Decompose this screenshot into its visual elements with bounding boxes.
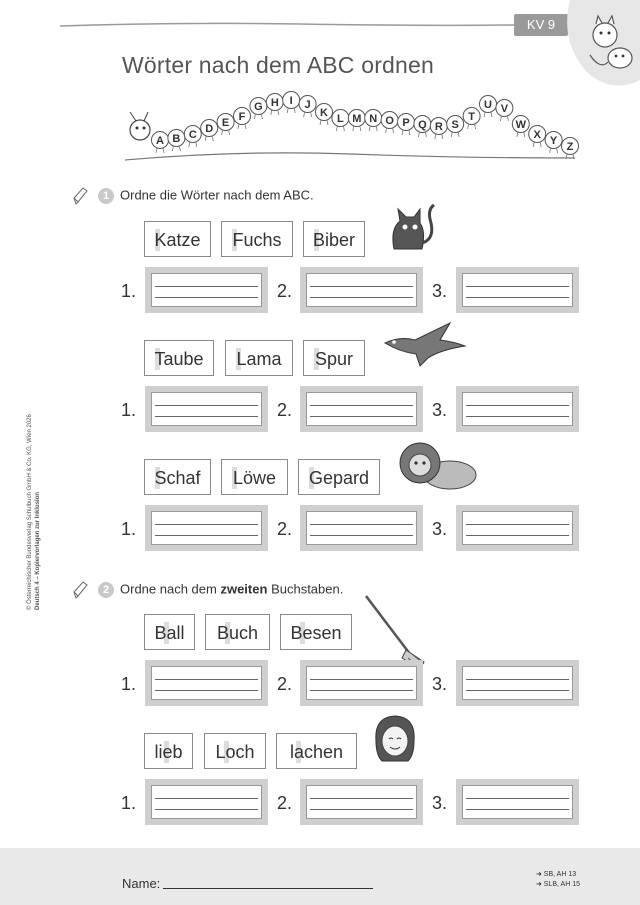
answer-field[interactable]: [300, 386, 423, 432]
writing-line: [155, 524, 258, 525]
alphabet-letter: X: [533, 129, 541, 141]
word-text: Besen: [290, 623, 342, 643]
alphabet-letter: K: [320, 107, 328, 119]
answer-number: 3.: [432, 400, 448, 420]
copyright-text: © Österreichischer Bundesverlag Schulbuch GmbH & Co. KG, Wien 2026: [27, 414, 33, 610]
writing-line: [466, 535, 569, 536]
name-input-line[interactable]: [163, 888, 373, 889]
writing-line: [466, 690, 569, 691]
girl-face-icon: [370, 711, 420, 771]
answer-number: 1.: [121, 674, 137, 694]
reference-sb: ➜ SB, AH 13: [536, 871, 577, 878]
task2-instruction-start: Ordne nach dem: [120, 581, 217, 597]
writing-line: [466, 798, 569, 799]
word-text: Loch: [215, 742, 255, 762]
writing-line: [310, 798, 413, 799]
word-card[interactable]: [205, 614, 270, 650]
task1-number: 1: [98, 188, 114, 204]
answer-writing-lines[interactable]: [462, 392, 573, 426]
alphabet-letter: I: [289, 95, 293, 107]
corner-cat-dog-icon: [560, 0, 640, 95]
answer-field[interactable]: [456, 505, 579, 551]
answer-number: 2.: [277, 674, 293, 694]
pencil-icon: [72, 186, 90, 206]
word-text: Buch: [216, 623, 259, 643]
alphabet-letter: S: [451, 119, 459, 131]
answer-number: 2.: [277, 793, 293, 813]
word-card[interactable]: [303, 221, 365, 257]
writing-line: [466, 524, 569, 525]
alphabet-letter: P: [402, 117, 410, 129]
name-label: Name:: [122, 876, 161, 891]
writing-line: [466, 286, 569, 287]
answer-number: 2.: [277, 400, 293, 420]
answer-field[interactable]: [300, 267, 423, 313]
answer-writing-lines[interactable]: [306, 273, 417, 307]
answer-writing-lines[interactable]: [151, 392, 262, 426]
writing-line: [155, 286, 258, 287]
page-title: Wörter nach dem ABC ordnen: [122, 52, 435, 78]
writing-line: [155, 297, 258, 298]
reference-slb: ➜ SLB, AH 15: [536, 881, 580, 888]
writing-line: [155, 405, 258, 406]
alphabet-letter: T: [468, 111, 475, 123]
word-card[interactable]: [144, 733, 193, 769]
word-text: Taube: [154, 349, 204, 369]
alphabet-letter: O: [385, 115, 394, 127]
word-card[interactable]: [298, 459, 380, 495]
answer-field[interactable]: [456, 267, 579, 313]
word-card[interactable]: [303, 340, 365, 376]
answer-writing-lines[interactable]: [462, 785, 573, 819]
word-card[interactable]: [280, 614, 352, 650]
answer-field[interactable]: [145, 386, 268, 432]
answer-field[interactable]: [145, 779, 268, 825]
alphabet-letter: G: [254, 101, 263, 113]
word-text: lachen: [289, 742, 344, 762]
answer-number: 3.: [432, 519, 448, 539]
writing-line: [310, 690, 413, 691]
answer-writing-lines[interactable]: [306, 785, 417, 819]
cat-icon: [380, 199, 440, 259]
writing-line: [310, 286, 413, 287]
answer-number: 1.: [121, 400, 137, 420]
answer-field[interactable]: [145, 660, 268, 706]
writing-line: [310, 524, 413, 525]
writing-line: [310, 297, 413, 298]
word-text: Fuchs: [232, 230, 282, 250]
alphabet-letter: A: [156, 135, 164, 147]
writing-line: [310, 809, 413, 810]
task1-header: [72, 186, 314, 206]
answer-writing-lines[interactable]: [462, 273, 573, 307]
answer-number: 2.: [277, 519, 293, 539]
answer-number: 3.: [432, 281, 448, 301]
answer-number: 3.: [432, 674, 448, 694]
writing-line: [155, 690, 258, 691]
alphabet-letter: M: [352, 113, 362, 125]
alphabet-letter: Z: [566, 141, 574, 153]
word-text: Schaf: [154, 468, 201, 488]
writing-line: [155, 535, 258, 536]
word-card[interactable]: [144, 221, 211, 257]
answer-writing-lines[interactable]: [306, 392, 417, 426]
task1-instruction: Ordne die Wörter nach dem ABC.: [120, 187, 314, 203]
answer-writing-lines[interactable]: [151, 666, 262, 700]
answer-number: 1.: [121, 281, 137, 301]
task2-instruction-bold: zweiten: [220, 581, 268, 597]
answer-writing-lines[interactable]: [151, 785, 262, 819]
word-text: Ball: [154, 623, 185, 643]
writing-line: [310, 416, 413, 417]
bird-icon: [380, 318, 470, 373]
writing-line: [466, 405, 569, 406]
writing-line: [155, 798, 258, 799]
answer-field[interactable]: [300, 779, 423, 825]
alphabet-letter: W: [515, 119, 526, 131]
answer-writing-lines[interactable]: [151, 511, 262, 545]
writing-line: [155, 679, 258, 680]
word-card[interactable]: [144, 614, 195, 650]
word-text: Biber: [312, 230, 356, 250]
writing-line: [310, 405, 413, 406]
alphabet-letter: E: [221, 117, 230, 129]
alphabet-letter: N: [369, 113, 378, 125]
answer-writing-lines[interactable]: [462, 511, 573, 545]
writing-line: [155, 809, 258, 810]
answer-number: 3.: [432, 793, 448, 813]
word-text: Spur: [314, 349, 354, 369]
word-text: lieb: [154, 742, 183, 762]
word-card[interactable]: [221, 221, 293, 257]
task2-number: 2: [98, 582, 114, 598]
answer-field[interactable]: [145, 267, 268, 313]
writing-line: [466, 679, 569, 680]
task2-header: [72, 580, 343, 600]
answer-field[interactable]: [456, 779, 579, 825]
alphabet-letter: L: [337, 113, 344, 125]
alphabet-letter: J: [304, 99, 311, 111]
answer-field[interactable]: [456, 386, 579, 432]
answer-writing-lines[interactable]: [306, 666, 417, 700]
word-card[interactable]: [144, 340, 214, 376]
caterpillar-head-icon: [130, 120, 150, 140]
alphabet-letter: Q: [418, 119, 427, 131]
kv-badge: KV 9: [514, 14, 568, 36]
answer-writing-lines[interactable]: [462, 666, 573, 700]
answer-field[interactable]: [145, 505, 268, 551]
pencil-icon: [72, 580, 90, 600]
alphabet-letter: V: [500, 103, 509, 115]
answer-number: 1.: [121, 519, 137, 539]
writing-line: [466, 416, 569, 417]
alphabet-letter: R: [434, 121, 443, 133]
word-text: Lama: [236, 349, 282, 369]
word-card[interactable]: [276, 733, 357, 769]
answer-number: 1.: [121, 793, 137, 813]
book-title-text: Deutsch 4 – Kopiervorlagen zur Inklusion: [35, 491, 41, 610]
alphabet-letter: C: [188, 129, 197, 141]
answer-number: 2.: [277, 281, 293, 301]
word-text: Gepard: [308, 468, 370, 488]
writing-line: [310, 679, 413, 680]
alphabet-letter: Y: [549, 135, 558, 147]
alphabet-letter: H: [270, 97, 279, 109]
alphabet-letter: F: [238, 111, 246, 123]
header-decor-line: [60, 20, 515, 30]
word-card[interactable]: [144, 459, 211, 495]
word-card[interactable]: [225, 340, 293, 376]
answer-writing-lines[interactable]: [306, 511, 417, 545]
writing-line: [466, 297, 569, 298]
copyright-sidebar: [26, 320, 42, 610]
writing-line: [310, 535, 413, 536]
answer-field[interactable]: [456, 660, 579, 706]
alphabet-letter: D: [205, 123, 214, 135]
alphabet-caterpillar-illustration: [120, 88, 580, 168]
word-card[interactable]: [221, 459, 288, 495]
answer-writing-lines[interactable]: [151, 273, 262, 307]
answer-field[interactable]: [300, 505, 423, 551]
writing-line: [155, 416, 258, 417]
answer-field[interactable]: [300, 660, 423, 706]
alphabet-letter: B: [172, 133, 181, 145]
alphabet-letter: U: [484, 99, 492, 111]
word-text: Katze: [154, 230, 201, 250]
word-card[interactable]: [204, 733, 266, 769]
writing-line: [466, 809, 569, 810]
lion-icon: [398, 437, 478, 497]
word-text: Löwe: [232, 468, 277, 488]
task2-instruction-end: Buchstaben.: [271, 581, 344, 597]
